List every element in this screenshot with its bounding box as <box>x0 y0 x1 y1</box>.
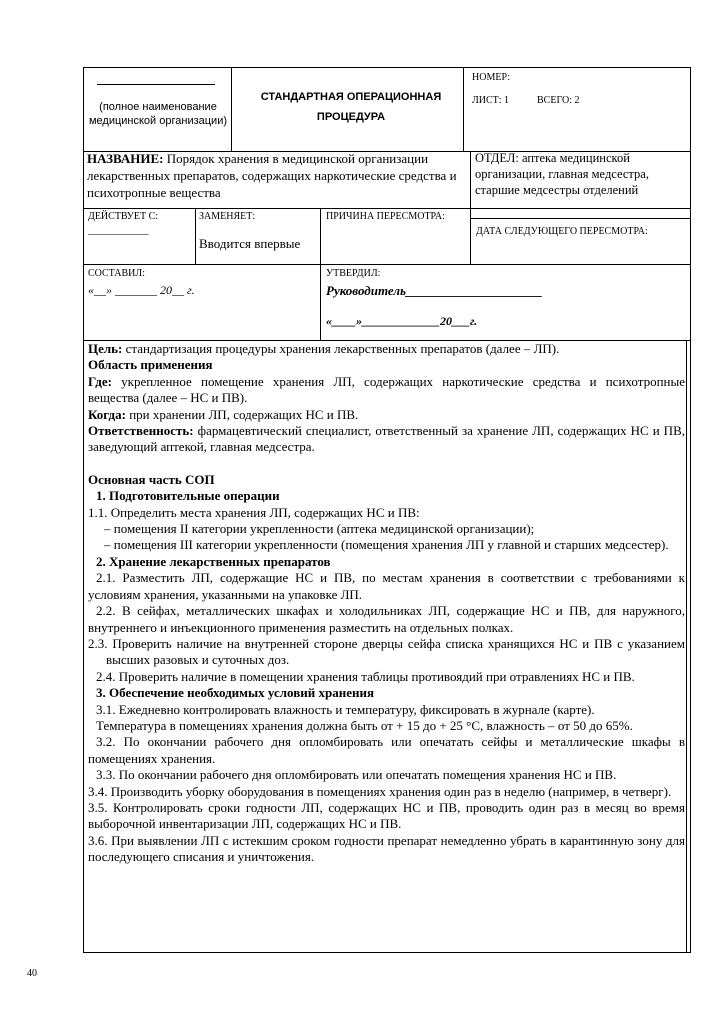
org-placeholder: (полное наименование медицинской организации) <box>88 101 228 127</box>
where-paragraph <box>88 374 685 407</box>
item-3-1: 3.1. Ежедневно контролировать влажность и температуру, фиксировать в журнале (карте). <box>96 701 595 717</box>
goal-label: Цель: <box>88 341 123 356</box>
total-label: ВСЕГО: 2 <box>537 95 580 106</box>
page-number: 40 <box>27 968 37 979</box>
item-2-3: 2.3. Проверить наличие на внутренней стороне дверцы сейфа списка хранящихся НС и ПВ с указанием высших разовых и суточных доз. <box>88 635 685 668</box>
goal-text: стандартизация процедуры хранения лекарственных препаратов (далее – ЛП). <box>122 341 560 356</box>
where-label: Где: <box>88 373 112 389</box>
divider-title-col <box>463 67 464 151</box>
section-3-heading-text: 3. Обеспечение необходимых условий хранения <box>96 685 374 701</box>
number-label: НОМЕР: <box>472 72 511 83</box>
approved-date: «____»_____________20___г. <box>326 314 478 328</box>
sop-title: СТАНДАРТНАЯ ОПЕРАЦИОННАЯ ПРОЦЕДУРА <box>260 91 442 123</box>
department: ОТДЕЛ: аптека медицинской организации, главная медсестра, старшие медсестры отделений <box>475 151 649 197</box>
item-1-1-b: – помещения III категории укрепленности (помещения хранения ЛП у главной и старших медсестер). <box>104 537 669 553</box>
scope-heading-text: Область применения <box>88 357 213 373</box>
section-1-heading <box>88 488 685 504</box>
divider-review-split <box>470 218 691 219</box>
name-text: Порядок хранения в медицинской организации лекарственных препаратов, содержащих наркотические средства и психотропные вещества <box>87 151 457 200</box>
goal-paragraph <box>88 341 685 357</box>
divider-replaces-col <box>320 208 321 340</box>
responsibility-paragraph <box>88 423 685 456</box>
item-2-1: 2.1. Разместить ЛП, содержащие НС и ПВ, по местам хранения в соответствии с требованиями к условиям хранения, указанными на упаковке ЛП. <box>88 570 685 602</box>
replaces-value: Вводится впервые <box>199 236 301 251</box>
divider-org-col <box>231 67 232 151</box>
composed-label: СОСТАВИЛ: <box>88 268 145 279</box>
review-reason-label: ПРИЧИНА ПЕРЕСМОТРА: <box>326 211 445 222</box>
when-label: Когда: <box>88 406 126 422</box>
approved-signature-line: _____________________ <box>405 283 543 298</box>
effective-label: ДЕЙСТВУЕТ С: <box>88 211 159 222</box>
section-2-heading <box>88 554 685 570</box>
when-text: при хранении ЛП, содержащих НС и ПВ. <box>125 406 359 422</box>
name-label: НАЗВАНИЕ: <box>87 151 164 166</box>
approved-label: УТВЕРДИЛ: <box>326 268 381 279</box>
item-1-1: 1.1. Определить места хранения ЛП, содержащих НС и ПВ: <box>88 504 420 520</box>
approved-role <box>326 283 542 299</box>
responsibility-label: Ответственность: <box>88 423 194 439</box>
replaces-label: ЗАМЕНЯЕТ: <box>199 211 256 222</box>
scope-heading <box>88 357 685 373</box>
approved-role-text: Руководитель <box>326 283 406 298</box>
item-3-6: 3.6. При выявлении ЛП с истекшим сроком годности препарат немедленно убрать в карантинную зону для последующего списания и уничтожения. <box>88 832 685 865</box>
spacer <box>88 456 685 472</box>
section-2-heading-text: 2. Хранение лекарственных препаратов <box>96 553 331 569</box>
section-1-heading-text: 1. Подготовительные операции <box>96 488 280 504</box>
section-3-heading <box>88 685 685 701</box>
divider-dept-col <box>470 151 471 264</box>
effective-value: ___________ <box>88 224 149 236</box>
main-heading-text: Основная часть СОП <box>88 471 215 487</box>
divider-validity-bottom <box>83 264 691 265</box>
item-3-3: 3.3. По окончании рабочего дня опломбировать или опечатать помещения хранения НС и ПВ. <box>96 767 617 783</box>
responsibility-text: фармацевтический специалист, ответственный за хранение ЛП, содержащих НС и ПВ, заведующий аптекой, главная медсестра. <box>88 423 685 455</box>
composed-date: «__» _______ 20__ г. <box>88 283 195 297</box>
item-1-1-a: – помещения II категории укрепленности (аптека медицинской организации); <box>104 521 535 537</box>
item-2-4: 2.4. Проверить наличие в помещении хранения таблицы противоядий при отравлениях НС и ПВ. <box>96 668 635 684</box>
item-3-1-note: Температура в помещениях хранения должна быть от + 15 до + 25 °С, влажность – от 50 до 65%. <box>96 717 633 733</box>
item-3-2: 3.2. По окончании рабочего дня опломбировать или опечатать сейфы и металлические шкафы в помещениях хранения. <box>88 734 685 766</box>
where-text: укрепленное помещение хранения ЛП, содержащих наркотические средства и психотропные вещества (далее – НС и ПВ). <box>88 373 685 406</box>
next-review-label: ДАТА СЛЕДУЮЩЕГО ПЕРЕСМОТРА: <box>476 226 648 237</box>
sop-body <box>88 341 685 866</box>
sheet-label: ЛИСТ: 1 <box>472 95 510 106</box>
item-3-4: 3.4. Производить уборку оборудования в помещениях хранения один раз в неделю (например, в четверг). <box>88 783 672 799</box>
main-heading <box>88 472 685 488</box>
item-3-5: 3.5. Контролировать сроки годности ЛП, содержащих НС и ПВ, проводить один раз в месяц во время выборочной инвентаризации ЛП, содержащих НС и ПВ. <box>88 799 685 832</box>
divider-name-bottom <box>83 208 691 209</box>
when-paragraph <box>88 407 685 423</box>
body-right-margin-line <box>686 340 687 953</box>
item-2-2: 2.2. В сейфах, металлических шкафах и холодильниках ЛП, содержащие НС и ПВ, для наружного, внутреннего и инъекционного применения разместить на отдельных полках. <box>88 603 685 635</box>
divider-effective-col <box>195 208 196 264</box>
org-name-line <box>97 84 215 85</box>
sop-name <box>87 150 465 201</box>
